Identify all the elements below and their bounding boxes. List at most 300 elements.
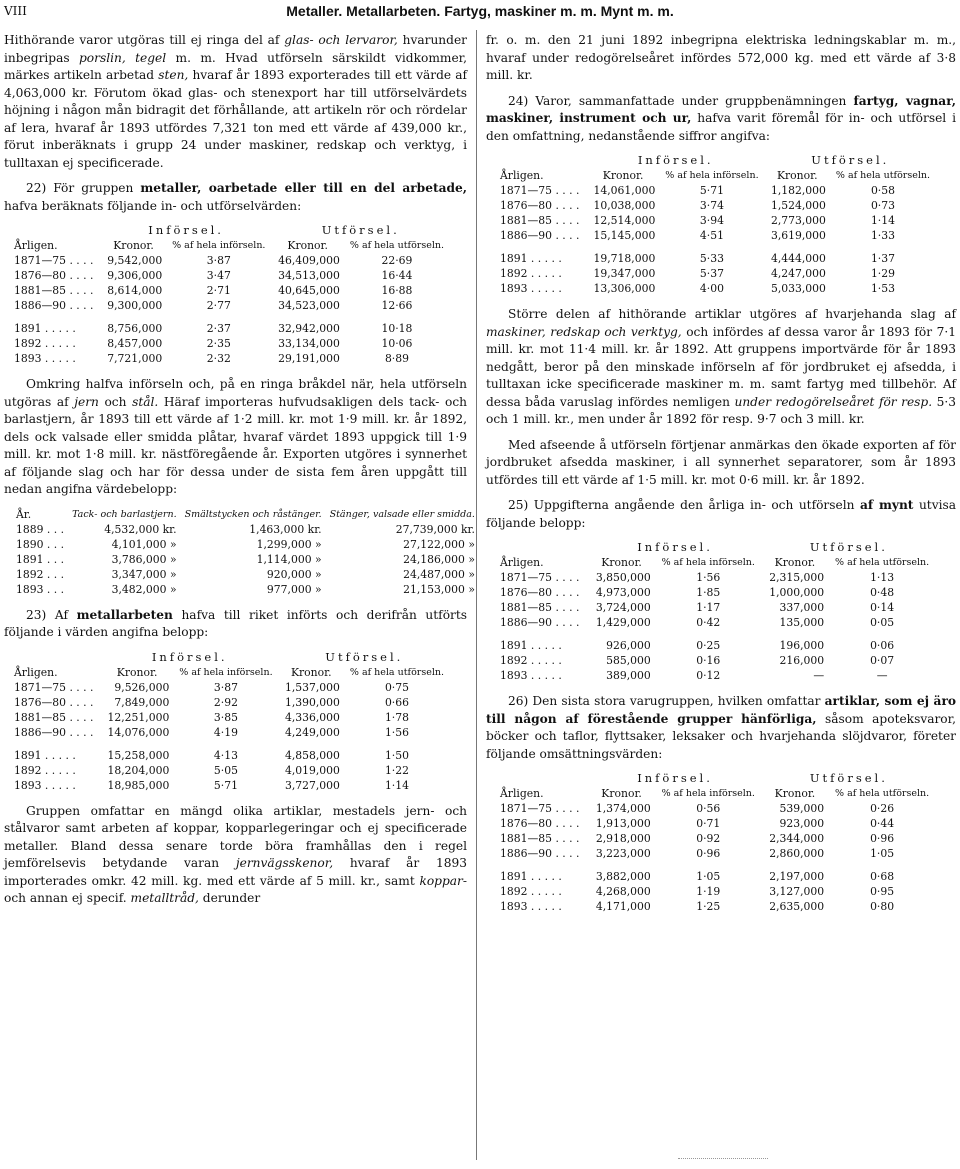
header-import: Införsel. [637, 540, 713, 554]
table-cell: 12,514,000 [593, 214, 656, 227]
table-cell: 1871—75 . . . . [14, 680, 94, 694]
table-cell: 4,268,000 [595, 885, 651, 898]
table-cell: 18,204,000 [107, 763, 170, 777]
table-cell: 1892 . . . . . [500, 885, 562, 898]
table-cell: 1,463,000 kr. [249, 522, 322, 536]
table-cell: 1890 . . . [16, 537, 65, 551]
table-cell: 0·71 [696, 817, 721, 830]
table-cell: 1889 . . . [16, 522, 65, 536]
table-cell: 8·89 [384, 352, 409, 365]
page-number: VIII [4, 4, 27, 18]
table-cell: 21,153,000 » [403, 582, 475, 596]
table-cell: 1·13 [870, 571, 895, 584]
table-cell: 34,513,000 [278, 269, 340, 282]
table-cell: 1,299,000 » [256, 537, 322, 551]
table-cell: 12·66 [381, 299, 413, 312]
table-cell: 1876—80 . . . . [500, 586, 580, 599]
col-import-pct: % af hela införseln. [661, 557, 755, 568]
table-cell: 1,000,000 [769, 586, 825, 599]
table-cell: 1891 . . . . . [14, 748, 76, 762]
table-cell: 3,347,000 » [111, 567, 177, 581]
table-cell: 9,542,000 [107, 254, 163, 267]
table-cell: 1·14 [384, 778, 409, 792]
row-gap [496, 243, 936, 251]
table-cell: 0·73 [870, 199, 895, 212]
table-cell: 8,614,000 [107, 284, 163, 297]
running-header [0, 0, 960, 24]
table-cell: 1891 . . . . . [500, 870, 562, 883]
table-cell: 3·87 [213, 680, 238, 694]
col-export-kronor: Kronor. [776, 169, 818, 182]
table-cell: 1·17 [696, 601, 721, 614]
table-cell: 1,114,000 » [256, 552, 322, 566]
table-cell: — [876, 669, 888, 682]
table-cell: 3,127,000 [769, 885, 825, 898]
table-row [496, 228, 936, 243]
table-cell: 2·35 [206, 337, 231, 350]
col-import-pct: % af hela införseln. [179, 666, 273, 678]
table-row [496, 869, 936, 884]
header-export: Utförsel. [809, 771, 888, 785]
table-row [496, 801, 936, 816]
table-cell: 539,000 [779, 802, 825, 815]
table-cell: 4,249,000 [284, 725, 340, 739]
table-cell: 46,409,000 [278, 254, 340, 267]
table-cell: 3·94 [699, 214, 724, 227]
table-row [10, 268, 450, 283]
table-cell: 0·96 [696, 847, 721, 860]
table-cell: 196,000 [779, 639, 825, 652]
table-cell: 1893 . . . . . [14, 778, 76, 792]
header-export: Utförsel. [325, 649, 404, 664]
table-cell: 1891 . . . . . [500, 252, 562, 265]
table-cell: 2·37 [206, 322, 231, 335]
paragraph-glass: Hithörande varor utgöras till ej ringa del af glas- och lervaror, hvarunder inbegripas porslin, tegel m. m. Hvad utförseln särskildt vidkommer, märkes artikeln arbetad sten, hvaraf år 1893 exporterades till ett värde af 4,063,000 kr. Förutom ökad glas- och stenexport har till utförselvärdets höjning i någon mån bidragit det förhållande, att artikeln rör och rördelar af lera, hvaraf år 1893 utfördes 7,321 ton med ett värde af 439,000 kr., förut inberäknats i grupp 24 under maskiner, redskap och verktyg, i tulltaxan ej specificerade. [4, 33, 468, 170]
paragraph-22: 22) För gruppen metaller, oarbetade eller till en del arbetade, hafva beräknats följande in- och utförselvärden: [4, 181, 467, 213]
table-row [496, 846, 936, 861]
table-row [10, 725, 450, 740]
table-row [496, 213, 936, 228]
table-cell: 13,306,000 [593, 282, 656, 295]
table-cell: 1,913,000 [595, 817, 651, 830]
left-column [4, 32, 475, 916]
table-cell: 2·32 [206, 352, 231, 365]
table-cell: 1876—80 . . . . [500, 817, 580, 830]
table-cell: 1·37 [870, 252, 895, 265]
table-cell: 5·71 [699, 184, 724, 197]
table-cell: 3,850,000 [595, 571, 651, 584]
table-cell: 0·75 [384, 680, 409, 694]
table-cell: 2·92 [213, 695, 238, 709]
table-cell: 4,858,000 [284, 748, 340, 762]
table-cell: 4·13 [213, 748, 238, 762]
table-cell: 1·53 [870, 282, 895, 295]
table-misc [496, 771, 936, 914]
table-cell: 1886—90 . . . . [500, 616, 580, 629]
table-cell: 4,019,000 [284, 763, 340, 777]
row-gap [496, 861, 936, 869]
table-cell: 2,635,000 [769, 900, 825, 913]
table-cell: 22·69 [381, 254, 413, 267]
table-cell: 1893 . . . [16, 582, 65, 596]
table-row [12, 552, 479, 567]
table-cell: 0·80 [870, 900, 895, 913]
table-row [10, 778, 450, 793]
table-cell: 3,727,000 [284, 778, 340, 792]
table-row [496, 570, 936, 585]
header-export: Utförsel. [809, 540, 888, 554]
col-tackjern: Tack- och barlastjern. [72, 508, 177, 520]
table-row [496, 198, 936, 213]
table-cell: 4,171,000 [595, 900, 651, 913]
table-cell: 585,000 [606, 654, 651, 667]
table-cell: 4·19 [213, 725, 238, 739]
table-row [10, 253, 450, 268]
table-cell: 977,000 » [266, 582, 322, 596]
table-cell: 1871—75 . . . . [500, 802, 580, 815]
table-cell: 5·33 [699, 252, 724, 265]
table-cell: 216,000 [779, 654, 825, 667]
table-row [10, 748, 450, 763]
table-row [10, 763, 450, 778]
table-cell: 0·05 [870, 616, 895, 629]
table-cell: 8,756,000 [107, 322, 163, 335]
table-cell: 1·56 [384, 725, 409, 739]
table-cell: 2,918,000 [595, 832, 651, 845]
paragraph-group: Gruppen omfattar en mängd olika artiklar, mestadels jern- och stålvaror samt arbeten af koppar, kopparlegeringar och ej specificerade metaller. Bland dessa senare torde böra framhållas den i regel jemförelsevis betydande varan jernvägsskenor, hvaraf år 1893 importerades omkr. 42 mill. kg. med ett värde af 5 mill. kr., samt koppar- och annan ej specif. metalltråd, derunder [4, 803, 467, 905]
table-cell: 4·00 [699, 282, 724, 295]
table-row [496, 266, 936, 281]
header-blank [496, 153, 587, 168]
table-cell: 0·16 [696, 654, 721, 667]
col-smaltstycken: Smältstycken och råstänger. [184, 508, 322, 520]
table-cell: 1·25 [696, 900, 721, 913]
table-cell: 1886—90 . . . . [14, 299, 94, 312]
col-year: År. [16, 507, 32, 521]
table-row [10, 680, 450, 695]
table-cell: 1·05 [696, 870, 721, 883]
header-blank [10, 650, 101, 665]
table-row [12, 567, 479, 582]
table-cell: 135,000 [779, 616, 825, 629]
table-cell: 18,985,000 [107, 778, 170, 792]
table-cell: 1·19 [696, 885, 721, 898]
table-cell: 1886—90 . . . . [14, 725, 94, 739]
table-row [496, 831, 936, 846]
table-coins [496, 540, 936, 683]
table-cell: 4,247,000 [770, 267, 826, 280]
table-cell: 19,347,000 [593, 267, 656, 280]
header-blank [10, 223, 101, 238]
table-cell: 7,721,000 [107, 352, 163, 365]
table-cell: 0·56 [696, 802, 721, 815]
table-cell: 1876—80 . . . . [14, 695, 94, 709]
table-row [496, 884, 936, 899]
header-import: Införsel. [148, 223, 224, 237]
table-row [10, 695, 450, 710]
table-cell: 10,038,000 [593, 199, 656, 212]
table-cell: 1,524,000 [770, 199, 826, 212]
table-cell: 4,101,000 » [111, 537, 177, 551]
table-row [10, 283, 450, 298]
table-row [12, 537, 479, 552]
col-year: Årligen. [500, 556, 544, 569]
table-cell: 40,645,000 [278, 284, 340, 297]
paragraph-23: 23) Af metallarbeten hafva till riket införts och derifrån utförts följande i värden angifna belopp: [4, 607, 468, 639]
table-cell: 33,134,000 [278, 337, 340, 350]
table-cell: 0·12 [696, 669, 721, 682]
table-row [496, 281, 936, 296]
table-cell: 1·78 [384, 710, 409, 724]
table-cell: 1876—80 . . . . [500, 199, 580, 212]
table-cell: 3,482,000 » [111, 582, 177, 596]
table-cell: 24,186,000 » [403, 552, 475, 566]
table-cell: 3,724,000 [595, 601, 651, 614]
table-cell: 1·29 [870, 267, 895, 280]
table-cell: 1871—75 . . . . [14, 254, 94, 267]
table-row [496, 183, 936, 198]
table-cell: 4,973,000 [595, 586, 651, 599]
paragraph-cables: fr. o. m. den 21 juni 1892 inbegripna elektriska ledningskablar m. m., hvaraf under redogörelseåret infördes 572,000 kg. med ett värde af 3·8 mill. kr. [486, 33, 956, 82]
col-year: Årligen. [500, 169, 544, 182]
table-cell: 19,718,000 [593, 252, 656, 265]
table-cell: 29,191,000 [278, 352, 340, 365]
table-row [496, 585, 936, 600]
col-export-kronor: Kronor. [287, 239, 328, 252]
table-cell: 1871—75 . . . . [500, 571, 580, 584]
table-cell: 920,000 » [266, 567, 322, 581]
table-cell: 3·47 [206, 269, 231, 282]
paragraph-24: 24) Varor, sammanfattade under gruppbenämningen fartyg, vagnar, maskiner, instrument och ur, hafva varit föremål för in- och utförsel i den omfattning, nedanstående siffror angifva: [486, 93, 956, 143]
table-row [496, 653, 936, 668]
table-cell: 1,182,000 [770, 184, 826, 197]
table-cell: 1,537,000 [284, 680, 340, 694]
table-iron-export [12, 507, 479, 597]
table-cell: 1891 . . . . . [500, 639, 562, 652]
col-export-pct: % af hela utförseln. [835, 557, 930, 568]
header-import: Införsel. [637, 153, 714, 167]
table-cell: 1881—85 . . . . [500, 832, 580, 845]
table-cell: 8,457,000 [107, 337, 163, 350]
table-cell: 14,076,000 [107, 725, 170, 739]
table-cell: 0·42 [696, 616, 721, 629]
header-blank [496, 771, 588, 786]
table-cell: 1876—80 . . . . [14, 269, 94, 282]
col-stanger: Stänger, valsade eller smidda. [329, 508, 475, 520]
table-cell: 1871—75 . . . . [500, 184, 580, 197]
table-cell: 34,523,000 [278, 299, 340, 312]
table-cell: 0·95 [870, 885, 895, 898]
table-cell: 1893 . . . . . [14, 352, 76, 365]
table-row [12, 522, 479, 537]
table-cell: 2,344,000 [769, 832, 825, 845]
table-cell: 1891 . . . [16, 552, 65, 566]
table-cell: 3·85 [213, 710, 238, 724]
col-import-pct: % af hela införseln. [661, 788, 755, 799]
table-cell: 27,122,000 » [403, 537, 475, 551]
row-gap [10, 740, 450, 748]
table-cell: 3,223,000 [595, 847, 651, 860]
table-cell: 0·96 [870, 832, 895, 845]
table-cell: 1893 . . . . . [500, 282, 562, 295]
col-export-kronor: Kronor. [774, 787, 816, 800]
col-year: Årligen. [14, 665, 58, 679]
table-cell: 10·18 [381, 322, 413, 335]
header-import: Införsel. [151, 649, 228, 664]
col-export-kronor: Kronor. [774, 556, 816, 569]
table-cell: 1881—85 . . . . [500, 601, 580, 614]
table-cell: 1·22 [384, 763, 409, 777]
running-head: Metaller. Metallarbeten. Fartyg, maskiner m. m. Mynt m. m. [286, 3, 674, 19]
table-cell: 12,251,000 [107, 710, 170, 724]
table-cell: 0·06 [870, 639, 895, 652]
paragraph-machines: Större delen af hithörande artiklar utgöres af hvarjehanda slag af maskiner, redskap och verktyg, och infördes af dessa varor år 1893 för 7·1 mill. kr. mot 11·4 mill. kr. år 1892. Att gruppens importvärde för år 1893 nedgått, beror på den minskade införseln af för jordbruket ej afsedda, i tulltaxan icke specificerade maskiner m. m. samt fartyg med tillbehör. Af dessa båda varuslag infördes nemligen under redogörelseåret för resp. 5·3 och 1 mill. kr., men under år 1892 för resp. 9·7 och 3 mill. kr. [486, 307, 956, 426]
col-import-kronor: Kronor. [113, 239, 154, 252]
table-cell: 32,942,000 [278, 322, 340, 335]
col-import-kronor: Kronor. [601, 556, 642, 569]
table-cell: 4,532,000 kr. [104, 522, 177, 536]
table-metals [10, 223, 450, 366]
table-cell: 923,000 [779, 817, 825, 830]
footer-rule [678, 1158, 768, 1160]
table-cell: 1,390,000 [284, 695, 340, 709]
table-cell: 2,860,000 [769, 847, 825, 860]
table-cell: 1881—85 . . . . [14, 284, 94, 297]
table-row [10, 321, 450, 336]
table-cell: 1,374,000 [595, 802, 651, 815]
header-import: Införsel. [637, 771, 713, 785]
table-cell: 24,487,000 » [403, 567, 475, 581]
table-cell: 16·44 [381, 269, 413, 282]
col-export-kronor: Kronor. [290, 665, 332, 679]
table-cell: 1,429,000 [595, 616, 651, 629]
table-cell: 14,061,000 [593, 184, 656, 197]
table-cell: 389,000 [606, 669, 651, 682]
table-cell: 926,000 [606, 639, 651, 652]
table-cell: 1·33 [870, 229, 895, 242]
table-cell: 2,315,000 [769, 571, 825, 584]
table-cell: 9,526,000 [114, 680, 170, 694]
table-row [496, 899, 936, 914]
table-cell: 1886—90 . . . . [500, 847, 580, 860]
table-cell: 3,882,000 [595, 870, 651, 883]
table-row [12, 582, 479, 597]
table-row [496, 600, 936, 615]
table-cell: 1892 . . . . . [14, 763, 76, 777]
table-cell: 2,197,000 [769, 870, 825, 883]
table-cell: 1881—85 . . . . [14, 710, 94, 724]
col-export-pct: % af hela utförseln. [835, 170, 931, 181]
row-gap [496, 630, 936, 638]
table-row [496, 251, 936, 266]
table-cell: 3·74 [699, 199, 724, 212]
paragraph-iron: Omkring halfva införseln och, på en ringa bråkdel när, hela utförseln utgöras af jern och stål. Häraf importeras hufvudsakligen dels tack- och barlastjern, år 1893 till ett värde af 1·2 mill. kr. mot 1·9 mill. kr. år 1892, dels ock valsade eller smidda plåtar, hvaraf värdet 1893 uppgick till 1·9 mill. kr. mot 1·8 mill. kr. nästföregående år. Exporten utgöres i synnerhet af följande slag och har för dessa under de sista fem åren uppgått till nedan angifna värdebelopp: [4, 377, 467, 496]
table-metalwork [10, 650, 450, 793]
table-cell: 3,619,000 [770, 229, 826, 242]
header-export: Utförsel. [321, 223, 400, 237]
table-cell: 27,739,000 kr. [395, 522, 475, 536]
paragraph-separators: Med afseende å utförseln förtjenar anmärkas den ökade exporten af för jordbruket afsedda maskiner, i all synnerhet separatorer, som år 1893 utfördes till ett värde af 1·5 mill. kr. mot 0·6 mill. kr. år 1892. [486, 437, 956, 487]
col-year: Årligen. [14, 239, 58, 252]
table-row [496, 615, 936, 630]
table-cell: 2·71 [206, 284, 231, 297]
col-import-kronor: Kronor. [602, 169, 644, 182]
table-row [10, 351, 450, 366]
table-cell: 2·77 [206, 299, 231, 312]
table-cell: 0·92 [696, 832, 721, 845]
table-cell: 4,444,000 [770, 252, 826, 265]
table-row [496, 668, 936, 683]
table-row [496, 816, 936, 831]
table-cell: 0·26 [870, 802, 895, 815]
table-row [10, 336, 450, 351]
table-row [10, 710, 450, 725]
table-cell: 7,849,000 [114, 695, 170, 709]
table-cell: 2,773,000 [770, 214, 826, 227]
table-cell: 10·06 [381, 337, 413, 350]
col-import-pct: % af hela införseln. [665, 170, 759, 181]
paragraph-25: 25) Uppgifterna angående den årliga in- och utförseln af mynt utvisa följande belopp: [486, 498, 956, 530]
table-cell: 1·85 [696, 586, 721, 599]
col-year: Årligen. [500, 787, 544, 800]
table-cell: 1·05 [870, 847, 895, 860]
table-cell: 9,306,000 [107, 269, 163, 282]
right-column [486, 32, 956, 924]
col-import-kronor: Kronor. [116, 665, 158, 679]
table-cell: 15,145,000 [593, 229, 656, 242]
table-cell: 0·25 [696, 639, 721, 652]
table-cell: 1891 . . . . . [14, 322, 76, 335]
col-export-pct: % af hela utförseln. [835, 788, 930, 799]
table-cell: 1·50 [384, 748, 409, 762]
table-cell: 0·58 [870, 184, 895, 197]
header-blank [496, 540, 588, 555]
col-import-pct: % af hela införseln. [172, 240, 266, 251]
col-export-pct: % af hela utförseln. [349, 240, 445, 251]
row-gap [10, 313, 450, 321]
table-cell: 1·56 [696, 571, 721, 584]
table-cell: 337,000 [779, 601, 825, 614]
table-cell: 1893 . . . . . [500, 669, 562, 682]
table-row [10, 298, 450, 313]
table-cell: 0·07 [870, 654, 895, 667]
table-cell: 1·14 [870, 214, 895, 227]
table-cell: 1881—85 . . . . [500, 214, 580, 227]
paragraph-26: 26) Den sista stora varugruppen, hvilken omfattar artiklar, som ej äro till någon af förestående grupper hänförliga, såsom apoteksvaror, böcker och taflor, flyttsaker, leksaker och hvarjehanda slöjdvaror, företer följande omsättningsvärden: [486, 694, 956, 761]
table-cell: 4,336,000 [284, 710, 340, 724]
table-cell: 0·44 [870, 817, 895, 830]
table-cell: 15,258,000 [107, 748, 170, 762]
table-cell: 1892 . . . [16, 567, 65, 581]
table-cell: 1886—90 . . . . [500, 229, 580, 242]
table-cell: 5,033,000 [770, 282, 826, 295]
table-cell: 0·68 [870, 870, 895, 883]
table-cell: 0·14 [870, 601, 895, 614]
iron-rows [12, 522, 479, 597]
table-cell: 3·87 [206, 254, 231, 267]
table-cell: 1892 . . . . . [14, 337, 76, 350]
table-cell: 1892 . . . . . [500, 267, 562, 280]
table-cell: 3,786,000 » [111, 552, 177, 566]
table-cell: 16·88 [381, 284, 413, 297]
table-cell: 4·51 [699, 229, 724, 242]
table-row [496, 638, 936, 653]
table-cell: 9,300,000 [107, 299, 163, 312]
table-cell: 0·48 [870, 586, 895, 599]
table-cell: 5·05 [213, 763, 238, 777]
table-cell: 1892 . . . . . [500, 654, 562, 667]
header-export: Utförsel. [811, 153, 890, 167]
